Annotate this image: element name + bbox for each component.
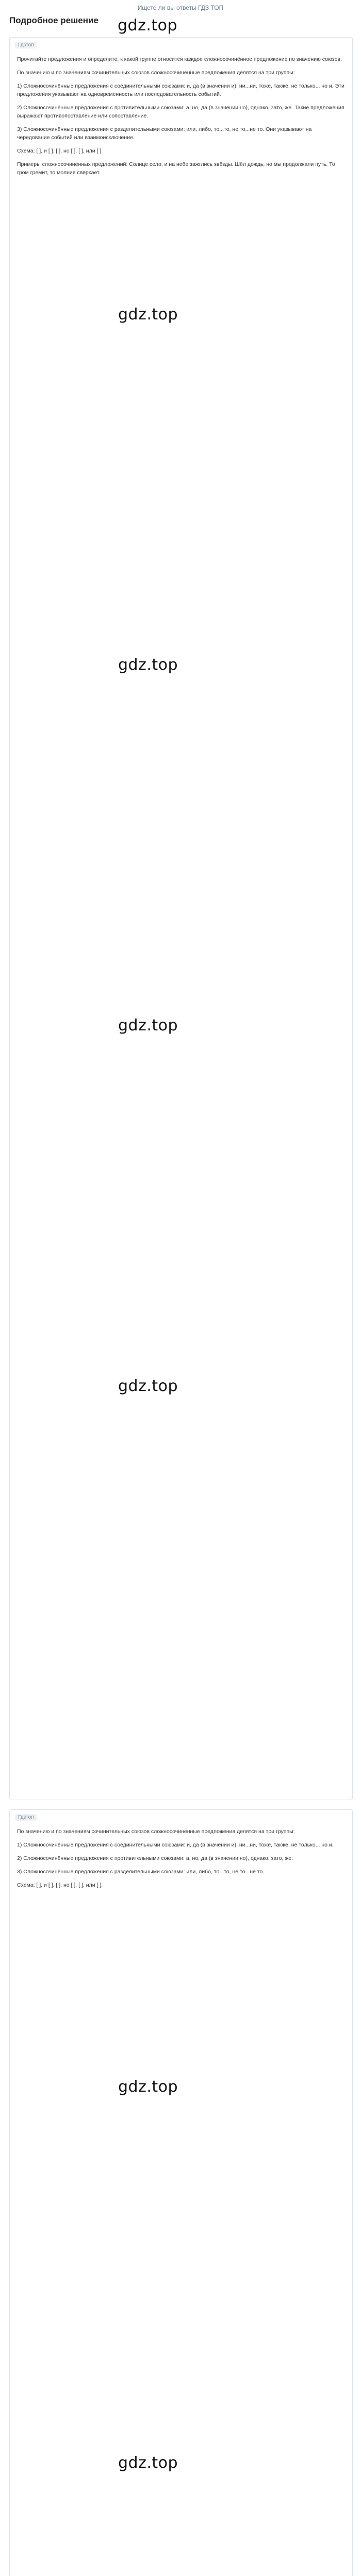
paragraph: 1) Сложносочинённые предложения с соединительными союзами: и, да (в значении и), ни...ни, тоже, также, не только... но и. bbox=[17, 1842, 334, 1848]
panel-text bbox=[17, 55, 345, 182]
solution-panel-2 bbox=[9, 1809, 353, 2576]
panel-text bbox=[17, 1827, 345, 1894]
paragraph: 2) Сложносочинённые предложения с противительными союзами: а, но, да (в значении но), однако, зато, же. Такие предложения выражают противопоставление или сопоставление. bbox=[17, 105, 344, 119]
watermark: gdz.top bbox=[118, 2454, 178, 2472]
watermark: gdz.top bbox=[118, 2078, 178, 2096]
page-title: Подробное решение bbox=[9, 15, 99, 25]
watermark: gdz.top bbox=[118, 16, 178, 35]
watermark: gdz.top bbox=[118, 1377, 178, 1395]
paragraph: 3) Сложносочинённые предложения с разделительными союзами: или, либо, то...то, не то...не то. Они указывают на чередование событий или взаимоисключение. bbox=[17, 126, 312, 141]
panel-tag: Гдзтоп bbox=[15, 1814, 37, 1821]
paragraph: Примеры сложносочинённых предложений: Солнце село, и на небе зажглись звёзды. Шёл дождь, но мы продолжали путь. То гром гремит, то молния сверкает. bbox=[17, 161, 335, 176]
paragraph: 1) Сложносочинённые предложения с соединительными союзами: и, да (в значении и), ни...ни, тоже, также, не только... но и. Эти предложения указывают на одновременность или последовательность событий. bbox=[17, 83, 344, 97]
intro-text: Прочитайте предложения и определите, к какой группе относится каждое сложносочинённое предложение по значению союзов. bbox=[17, 56, 342, 62]
paragraph: По значению и по значениям сочинительных союзов сложносочинённые предложения делятся на три группы: bbox=[17, 70, 295, 76]
panel-tag: Гдзтоп bbox=[15, 42, 37, 48]
scheme-text: Схема: [ ], и [ ]. [ ], но [ ]. [ ], или [ ]. bbox=[17, 148, 103, 154]
solution-panel-1 bbox=[9, 37, 353, 1800]
paragraph: По значению и по значениям сочинительных союзов сложносочинённые предложения делятся на три группы: bbox=[17, 1828, 295, 1835]
watermark: gdz.top bbox=[118, 306, 178, 324]
scheme-text: Схема: [ ], и [ ]. [ ], но [ ]. [ ], или [ ]. bbox=[17, 1882, 103, 1888]
watermark: gdz.top bbox=[118, 1016, 178, 1035]
paragraph: 2) Сложносочинённые предложения с противительными союзами: а, но, да (в значении но), однако, зато, же. bbox=[17, 1855, 293, 1861]
top-link[interactable]: Ищете ли вы ответы ГДЗ ТОП bbox=[137, 4, 224, 11]
paragraph: 3) Сложносочинённые предложения с разделительными союзами: или, либо, то...то, не то...не то. bbox=[17, 1869, 265, 1875]
watermark: gdz.top bbox=[118, 656, 178, 674]
